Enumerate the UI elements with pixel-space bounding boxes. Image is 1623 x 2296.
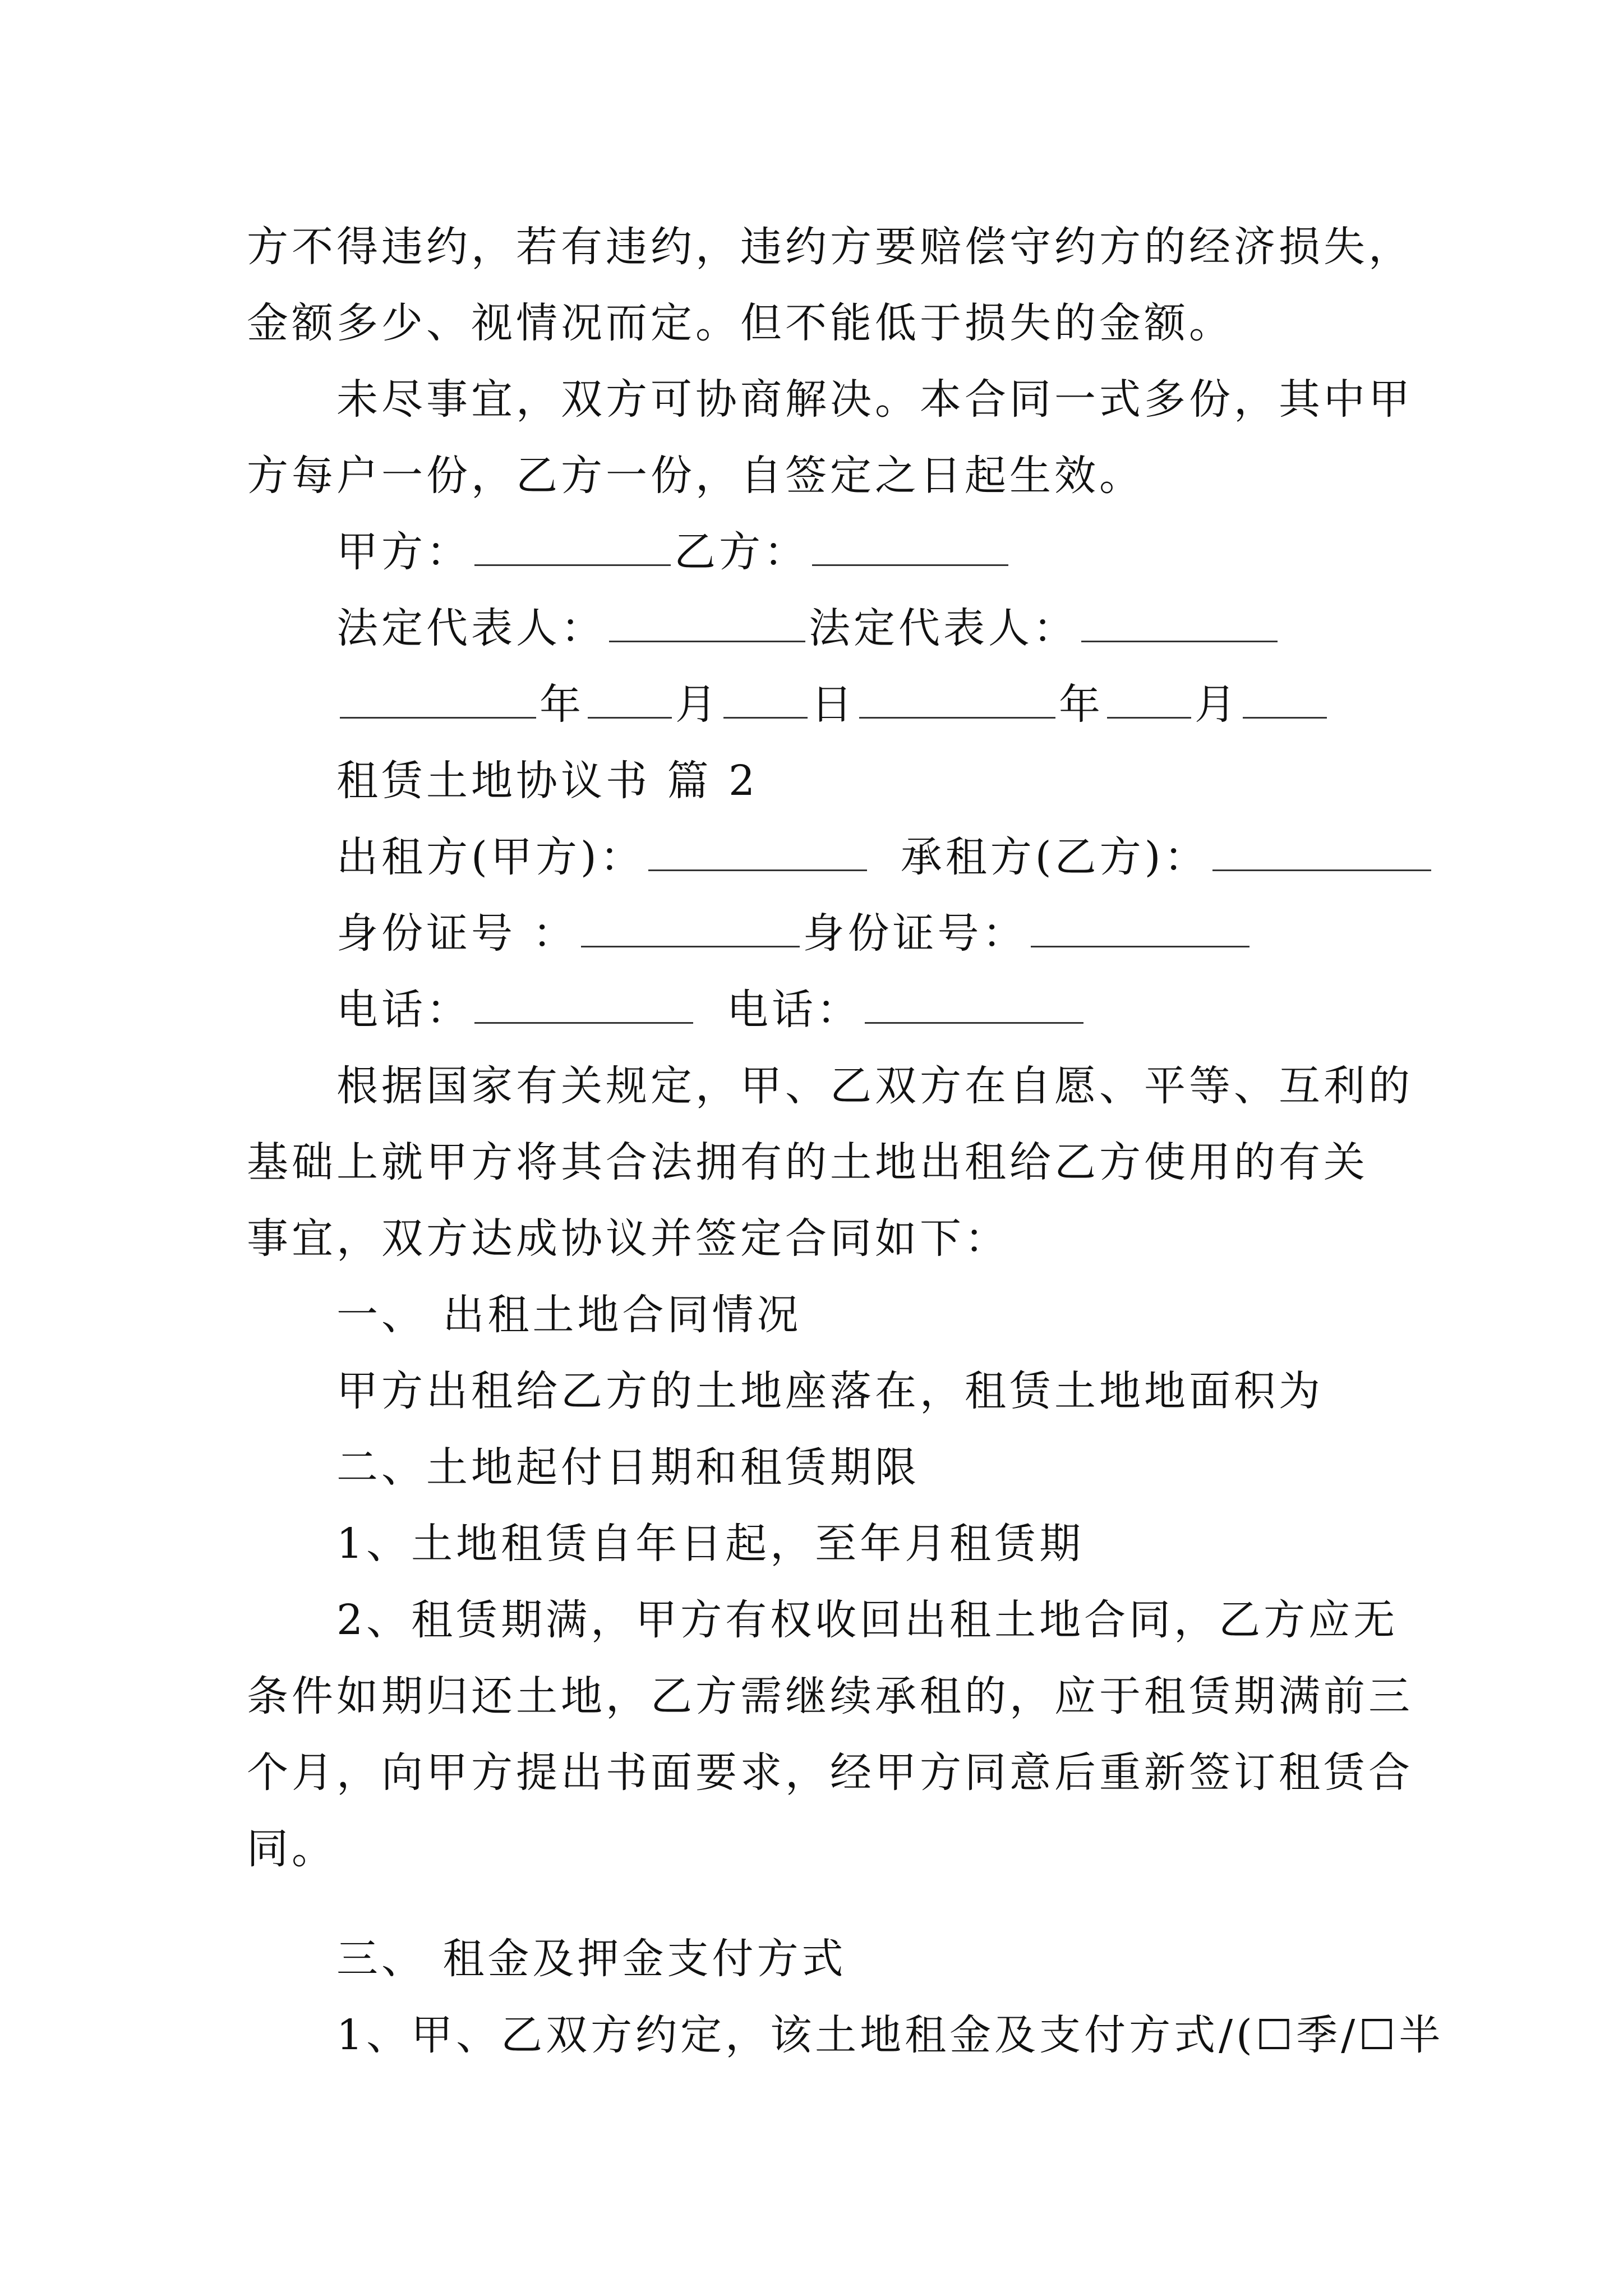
year-label: 年 — [540, 680, 584, 729]
phone-b-label: 电话： — [727, 986, 861, 1034]
rep-b-blank — [1081, 605, 1278, 642]
clause-heading: 二、土地起付日期和租赁期限 — [336, 1443, 920, 1492]
text-line: 根据国家有关规定，甲、乙双方在自愿、平等、互利的 — [336, 1062, 1413, 1110]
party-a-label: 甲方： — [336, 528, 471, 576]
text-line: 甲方出租给乙方的土地座落在，租赁土地地面积为 — [336, 1367, 1324, 1415]
text-line: 事宜，双方达成协议并签定合同如下： — [247, 1214, 1009, 1263]
signature-party-line — [247, 514, 1380, 590]
parties-line — [247, 819, 1380, 895]
rep-a-label: 法定代表人： — [336, 604, 606, 652]
text-line: 条件如期归还土地，乙方需继续承租的，应于租赁期满前三 — [247, 1672, 1413, 1720]
lessor-label: 出租方(甲方)： — [336, 833, 645, 881]
text-line: 基础上就甲方将其合法拥有的土地出租给乙方使用的有关 — [247, 1138, 1368, 1186]
text-line: 2、租赁期满，甲方有权收回出租土地合同，乙方应无 — [336, 1596, 1399, 1644]
party-b-blank — [812, 528, 1008, 566]
year-blank-a — [340, 681, 536, 719]
month-blank-a — [588, 681, 672, 719]
id-b-label: 身份证号： — [803, 909, 1027, 958]
phone-line — [247, 972, 1380, 1048]
text-line: 未尽事宜，双方可协商解决。本合同一式多份，其中甲 — [336, 375, 1413, 424]
lessee-blank — [1212, 834, 1431, 871]
clause-heading: 一、 出租土地合同情况 — [336, 1291, 802, 1339]
text-line: 方不得违约，若有违约，违约方要赔偿守约方的经济损失， — [247, 223, 1413, 271]
text-line: 金额多少、视情况而定。但不能低于损失的金额。 — [247, 299, 1234, 347]
phone-a-label: 电话： — [336, 986, 471, 1034]
day-blank-a — [723, 681, 808, 719]
text-line: 1、土地租赁自年日起，至年月租赁期 — [336, 1520, 1085, 1568]
text-line: 个月，向甲方提出书面要求，经甲方同意后重新签订租赁合 — [247, 1749, 1413, 1797]
tail-blank — [1243, 681, 1327, 719]
rep-b-label: 法定代表人： — [809, 604, 1078, 652]
clause-heading: 三、 租金及押金支付方式 — [336, 1935, 847, 1983]
id-b-blank — [1031, 910, 1249, 947]
id-line — [247, 895, 1380, 972]
year-blank-b — [859, 681, 1055, 719]
lessor-blank — [648, 834, 867, 871]
section-title: 租赁土地协议书 篇 2 — [336, 757, 759, 805]
year-label: 年 — [1059, 680, 1104, 729]
signature-rep-line — [247, 590, 1380, 666]
phone-b-blank — [865, 986, 1083, 1024]
rep-a-blank — [609, 605, 805, 642]
day-label: 日 — [811, 680, 856, 729]
party-b-label: 乙方： — [674, 528, 809, 576]
id-a-label: 身份证号 ： — [336, 909, 578, 958]
document-content — [247, 209, 1444, 2073]
party-a-blank — [474, 528, 671, 566]
signature-date-line — [247, 666, 1380, 743]
spacer — [247, 1887, 1380, 1921]
month-label: 月 — [675, 680, 720, 729]
phone-a-blank — [474, 986, 693, 1024]
text-line: 1、甲、乙双方约定，该土地租金及支付方式/(☐季/☐半 — [336, 2011, 1444, 2059]
text-line: 同。 — [247, 1825, 336, 1873]
month-label: 月 — [1195, 680, 1239, 729]
text-line: 方每户一份，乙方一份，自签定之日起生效。 — [247, 452, 1144, 500]
month-blank-b — [1107, 681, 1191, 719]
lessee-label: 承租方(乙方)： — [900, 833, 1209, 881]
id-a-blank — [581, 910, 800, 947]
